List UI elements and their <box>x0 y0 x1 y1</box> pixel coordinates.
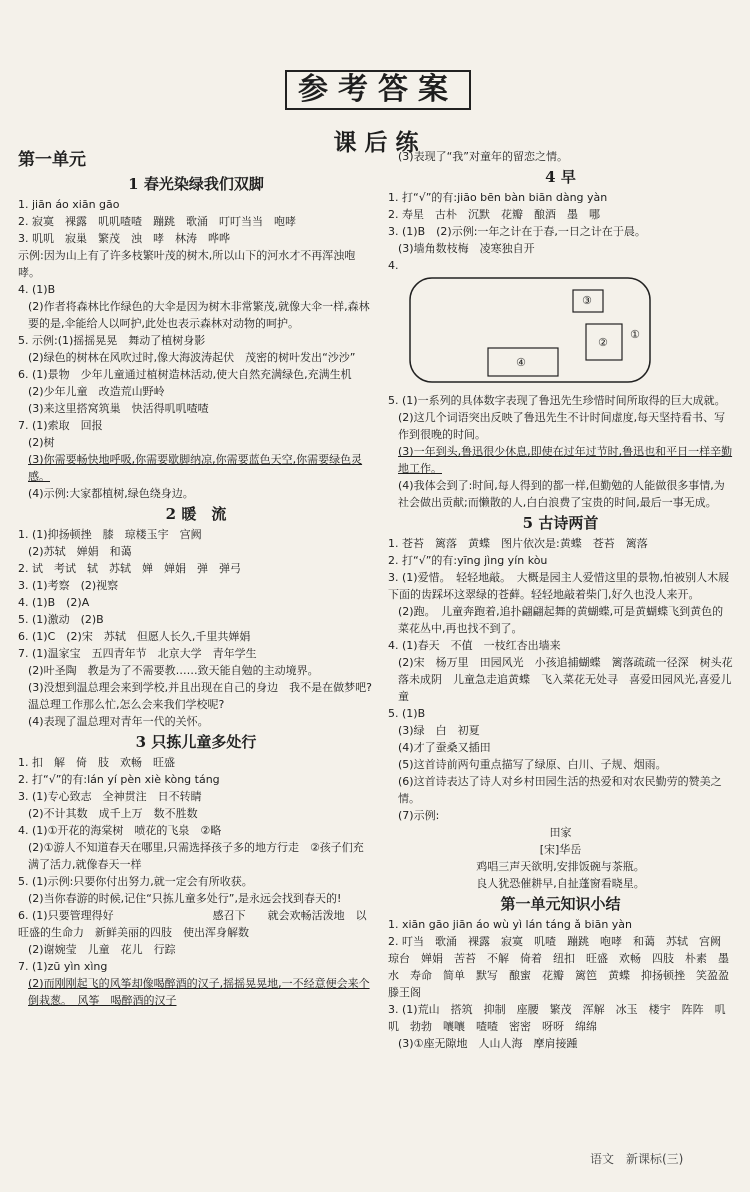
answer-line: 2. 试 考试 轼 苏轼 婵 婵娟 弹 弹弓 <box>18 562 241 575</box>
answer-line: (6)这首诗表达了诗人对乡村田园生活的热爱和对农民勤劳的赞美之情。 <box>398 775 722 805</box>
answer-line: (2)少年儿童 改造荒山野岭 <box>28 385 165 398</box>
answer-line: 1. (1)抑扬顿挫 膝 琼楼玉宇 宫阙 <box>18 528 202 541</box>
answer-line: (3)一年到头,鲁迅很少休息,即使在过年过节时,鲁迅也和平日一样辛勤地工作。 <box>398 445 733 475</box>
left-column <box>18 148 374 1009</box>
answer-line: 3. 叽叽 寂巢 繁茂 浊 哮 林涛 哗哗 <box>18 232 230 245</box>
lesson-heading: 2 暖 流 <box>165 505 227 523</box>
answer-line: (5)这首诗前两句重点描写了绿原、白川、子规、烟雨。 <box>398 758 667 771</box>
answer-line: (4)示例:大家都植树,绿色绕身边。 <box>28 487 194 500</box>
answer-line: (2)树 <box>28 436 55 449</box>
diagram-outline <box>410 278 650 382</box>
lesson-heading: 3 只拣儿童多处行 <box>135 733 257 751</box>
answer-line: (2)作者将森林比作绿色的大伞是因为树木非常繁茂,就像大伞一样,森林要的是,伞能给人以呵护,此处也表示森林对动物的呵护。 <box>28 300 370 330</box>
answer-line: 4. <box>388 259 399 272</box>
answer-line: (2)绿色的树林在风吹过时,像大海波涛起伏 茂密的树叶发出“沙沙” <box>28 351 356 364</box>
answer-line: (2)宋 杨万里 田园风光 小孩追捕蝴蝶 篱落疏疏一径深 树头花落未成阴 儿童急走追黄蝶 飞入菜花无处寻 喜爱田园风光,喜爱儿童 <box>398 656 733 703</box>
page-subtitle: 课后练 <box>333 129 427 156</box>
answer-line: 5. (1)B <box>388 707 426 720</box>
answer-line: (2)这几个词语突出反映了鲁迅先生不计时间虚度,每天坚持看书、写作到很晚的时间。 <box>398 411 726 441</box>
poem-line: 良人犹恐催耕早,自扯蓬窗看晓星。 <box>476 877 645 890</box>
answer-line: 4. (1)B <box>18 283 56 296</box>
unit-heading: 第一单元 <box>18 150 86 170</box>
diagram-label-2: ② <box>598 336 608 349</box>
poem-line: 田家 <box>549 826 572 839</box>
answer-line: 3. (1)B (2)示例:一年之计在于春,一日之计在于晨。 <box>388 225 646 238</box>
answer-line: (4)才了蚕桑又插田 <box>398 741 491 754</box>
answer-line: (2)不计其数 成千上万 数不胜数 <box>28 807 198 820</box>
diagram-label-1: ① <box>630 328 640 341</box>
answer-line: 1. 打“√”的有:jiāo bēn bàn biān dàng yàn <box>388 191 608 204</box>
answer-line: 5. (1)一系列的具体数字表现了鲁迅先生珍惜时间所取得的巨大成就。 <box>388 394 726 407</box>
answer-line: (3)①座无隙地 人山人海 摩肩接踵 <box>398 1037 578 1050</box>
answer-line: 2. 寂寞 裸露 叽叽喳喳 蹦跳 歌涌 叮叮当当 咆哮 <box>18 215 296 228</box>
answer-line: (2)当你春游的时候,记住“只拣儿童多处行”,是永远会找到春天的! <box>28 892 342 905</box>
answer-line: 2. 打“√”的有:lán yí pèn xiè kòng táng <box>18 773 220 786</box>
answer-line: (4)我体会到了:时间,每人得到的都一样,但勤勉的人能做很多事情,为社会做出贡献;而懒散的人,白白浪费了宝贵的时间,最后一事无成。 <box>398 479 725 509</box>
answer-line: 5. 示例:(1)摇摇晃晃 舞动了植树身影 <box>18 334 206 347</box>
answer-line: 5. (1)示例:只要你付出努力,就一定会有所收获。 <box>18 875 253 888</box>
answer-line: 2. 叮当 歌涌 裸露 寂寞 叽喳 蹦跳 咆哮 和蔼 苏轼 宫阙 琼台 婵娟 苦苔 不解 倚着 纽扣 旺盛 欢畅 四肢 朴素 墨水 寿命 简单 默写 酿蜜 花瓣 篱笆 黄蝶 抑扬顿挫 笑盈盈 滕王阁 <box>388 935 740 999</box>
answer-line: 3. (1)专心致志 全神贯注 日不转睛 <box>18 790 202 803</box>
answer-line: 4. (1)春天 不值 一枝红杏出墙来 <box>388 639 561 652</box>
lesson4-diagram <box>408 276 653 386</box>
answer-line: 7. (1)温家宝 五四青年节 北京大学 青年学生 <box>18 647 257 660</box>
answer-line: (3)没想到温总理会来到学校,并且出现在自己的身边 我不是在做梦吧?温总理工作那么忙,怎么会来我们学校呢? <box>28 681 372 711</box>
answer-line: (2)谢婉莹 儿童 花儿 行踪 <box>28 943 176 956</box>
diagram-label-3: ③ <box>582 294 592 307</box>
answer-line: (2)苏轼 婵娟 和蔼 <box>28 545 132 558</box>
answer-line: (3)你需要畅快地呼吸,你需要歇脚纳凉,你需要蓝色天空,你需要绿色灵感。 <box>28 453 363 483</box>
answer-line: 3. (1)荒山 搭筑 抑制 座腰 繁茂 浑解 冰玉 楼宇 阵阵 叽叽 勃勃 嚷嚷 喳喳 密密 呀呀 绵绵 <box>388 1003 726 1033</box>
answer-line: (2)叶圣陶 教是为了不需要教……致天能自勉的主动境界。 <box>28 664 319 677</box>
answer-line: (3)绿 白 初夏 <box>398 724 480 737</box>
answer-line: 1. jiān áo xiān gāo <box>18 198 120 211</box>
answer-line: (3)墙角数枝梅 凌寒独自开 <box>398 242 535 255</box>
answer-line: 4. (1)①开花的海棠树 喷花的飞泉 ②略 <box>18 824 222 837</box>
answer-line: 3. (1)考察 (2)视察 <box>18 579 119 592</box>
lesson-heading: 4 早 <box>545 168 576 186</box>
answer-line: (4)表现了温总理对青年一代的关怀。 <box>28 715 209 728</box>
answer-line: 2. 打“√”的有:yīng jìng yín kòu <box>388 554 548 567</box>
answer-line: (2)而刚刚起飞的风筝却像喝醉酒的汉子,摇摇晃晃地,一不经意便会来个倒栽葱。 风筝 喝醉酒的汉子 <box>28 977 370 1007</box>
answer-line: 1. xiān gāo jiān áo wù yì lán táng ǎ biān yàn <box>388 918 633 931</box>
right-bottom-block <box>388 392 740 1052</box>
right-column <box>388 148 740 1052</box>
lesson-heading: 5 古诗两首 <box>522 514 599 532</box>
answer-line: 示例:因为山上有了许多枝繁叶茂的树木,所以山下的河水才不再浑浊咆哮。 <box>18 249 356 279</box>
poem-line: [宋]华岳 <box>539 843 582 856</box>
diagram-svg <box>408 276 653 386</box>
answer-line: 4. (1)B (2)A <box>18 596 90 609</box>
answer-line: (2)跑。 儿童奔跑着,追扑翩翩起舞的黄蝴蝶,可是黄蝴蝶飞到黄色的菜花丛中,再也找不到了。 <box>398 605 724 635</box>
answer-line: 7. (1)索取 回报 <box>18 419 103 432</box>
diagram-label-4: ④ <box>516 356 526 369</box>
answer-line: 7. (1)zū yìn xìng <box>18 960 108 973</box>
answer-line: 1. 苍苔 篱落 黄蝶 图片依次是:黄蝶 苍苔 篱落 <box>388 537 648 550</box>
answer-line: 3. (1)爱惜。 轻轻地敲。 大概是园主人爱惜这里的景物,怕被别人木屐下面的齿踩坏这翠绿的苍藓。轻轻地敲着柴门,好久也没人来开。 <box>388 571 730 601</box>
answer-line: 5. (1)激动 (2)B <box>18 613 104 626</box>
answer-line: (3)表现了“我”对童年的留恋之情。 <box>398 150 568 163</box>
answer-line: 1. 扣 解 倚 肢 欢畅 旺盛 <box>18 756 175 769</box>
answer-line: (2)①游人不知道春天在哪里,只需选择孩子多的地方行走 ②孩子们充满了活力,就像春天一样 <box>28 841 364 871</box>
page-footer: 语文 新课标(三) <box>590 1152 684 1166</box>
lesson-heading: 第一单元知识小结 <box>500 895 621 913</box>
lesson-heading: 1 春光染绿我们双脚 <box>128 175 264 193</box>
answer-line: 2. 寿星 古朴 沉默 花瓣 酿酒 墨 哪 <box>388 208 600 221</box>
right-top-block <box>388 148 733 274</box>
answer-line: (7)示例: <box>398 809 440 822</box>
answer-line: 6. (1)只要管理得好 感召下 就会欢畅活泼地 以旺盛的生命力 新鲜美丽的四肢 使出浑身解数 <box>18 909 367 939</box>
page-title: 参考答案 <box>285 70 471 110</box>
answer-line: (3)来这里搭窝筑巢 快活得叽叽喳喳 <box>28 402 209 415</box>
answer-line: 6. (1)景物 少年儿童通过植树造林活动,使大自然充满绿色,充满生机 <box>18 368 352 381</box>
answer-line: 6. (1)C (2)宋 苏轼 但愿人长久,千里共婵娟 <box>18 630 251 643</box>
poem-line: 鸡唱三声天欲明,安排饭碗与茶瓶。 <box>476 860 645 873</box>
